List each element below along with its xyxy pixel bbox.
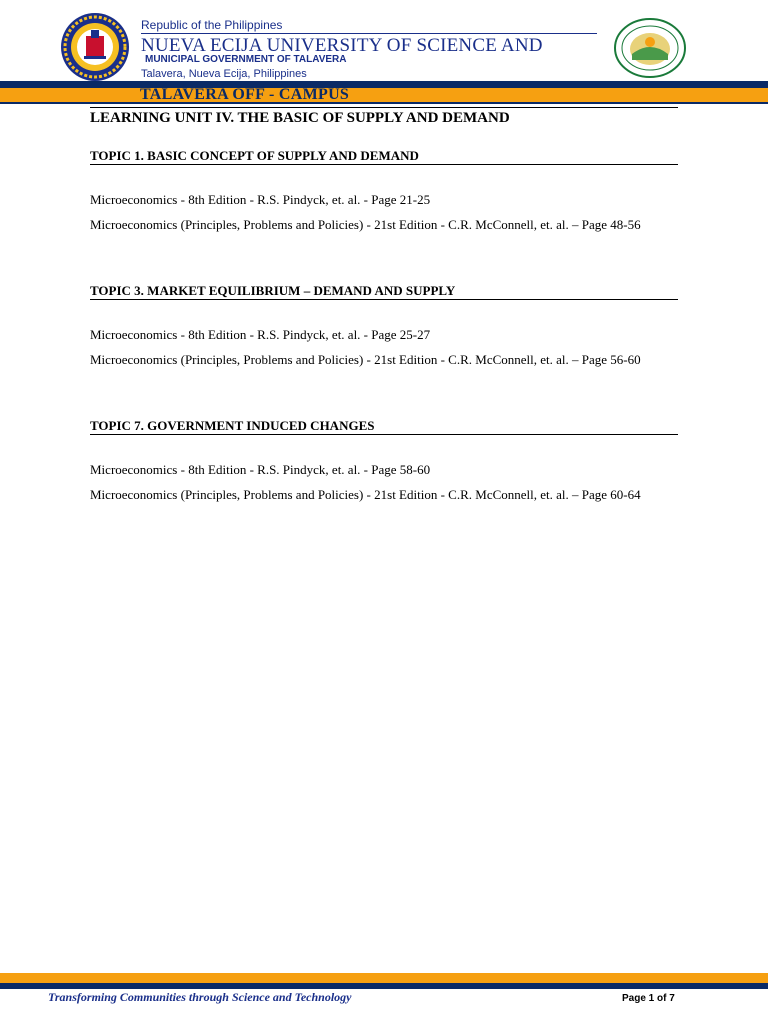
reference-item: Microeconomics (Principles, Problems and Policies) - 21st Edition - C.R. McConnell, et. al. – Page 60-64 bbox=[90, 487, 641, 502]
footer-band-navy bbox=[0, 983, 768, 989]
reference-item: Microeconomics (Principles, Problems and Policies) - 21st Edition - C.R. McConnell, et. al. – Page 56-60 bbox=[90, 352, 641, 367]
topic-rule bbox=[90, 299, 678, 300]
campus-title: TALAVERA OFF - CAMPUS bbox=[140, 86, 350, 103]
topic-rule bbox=[90, 164, 678, 165]
topic-title: TOPIC 1. BASIC CONCEPT OF SUPPLY AND DEMAND bbox=[90, 148, 419, 163]
republic-text: Republic of the Philippines bbox=[141, 18, 283, 32]
footer-band-orange bbox=[0, 973, 768, 983]
university-seal-icon bbox=[60, 12, 130, 82]
university-name: NUEVA ECIJA UNIVERSITY OF SCIENCE AND bbox=[141, 35, 543, 56]
topic-rule bbox=[90, 434, 678, 435]
topic-title: TOPIC 7. GOVERNMENT INDUCED CHANGES bbox=[90, 418, 375, 433]
header-band-navy bbox=[0, 81, 768, 88]
municipal-name: MUNICIPAL GOVERNMENT OF TALAVERA bbox=[145, 54, 347, 65]
unit-title: LEARNING UNIT IV. THE BASIC OF SUPPLY AND DEMAND bbox=[90, 110, 510, 126]
reference-item: Microeconomics - 8th Edition - R.S. Pindyck, et. al. - Page 25-27 bbox=[90, 327, 431, 342]
footer-tagline: Transforming Communities through Science and Technology bbox=[48, 990, 352, 1004]
address: Talavera, Nueva Ecija, Philippines bbox=[141, 68, 307, 80]
topic-title: TOPIC 3. MARKET EQUILIBRIUM – DEMAND AND SUPPLY bbox=[90, 283, 456, 298]
municipal-seal-icon bbox=[614, 18, 686, 78]
reference-item: Microeconomics - 8th Edition - R.S. Pindyck, et. al. - Page 58-60 bbox=[90, 462, 431, 477]
content-top-rule bbox=[90, 107, 678, 108]
header-band-orange bbox=[0, 88, 768, 102]
reference-item: Microeconomics - 8th Edition - R.S. Pindyck, et. al. - Page 21-25 bbox=[90, 192, 431, 207]
reference-item: Microeconomics (Principles, Problems and Policies) - 21st Edition - C.R. McConnell, et. al. – Page 48-56 bbox=[90, 217, 641, 232]
header-rule bbox=[141, 33, 597, 34]
header-band-navy-thin bbox=[0, 102, 768, 104]
page-number: Page 1 of 7 bbox=[622, 993, 675, 1004]
